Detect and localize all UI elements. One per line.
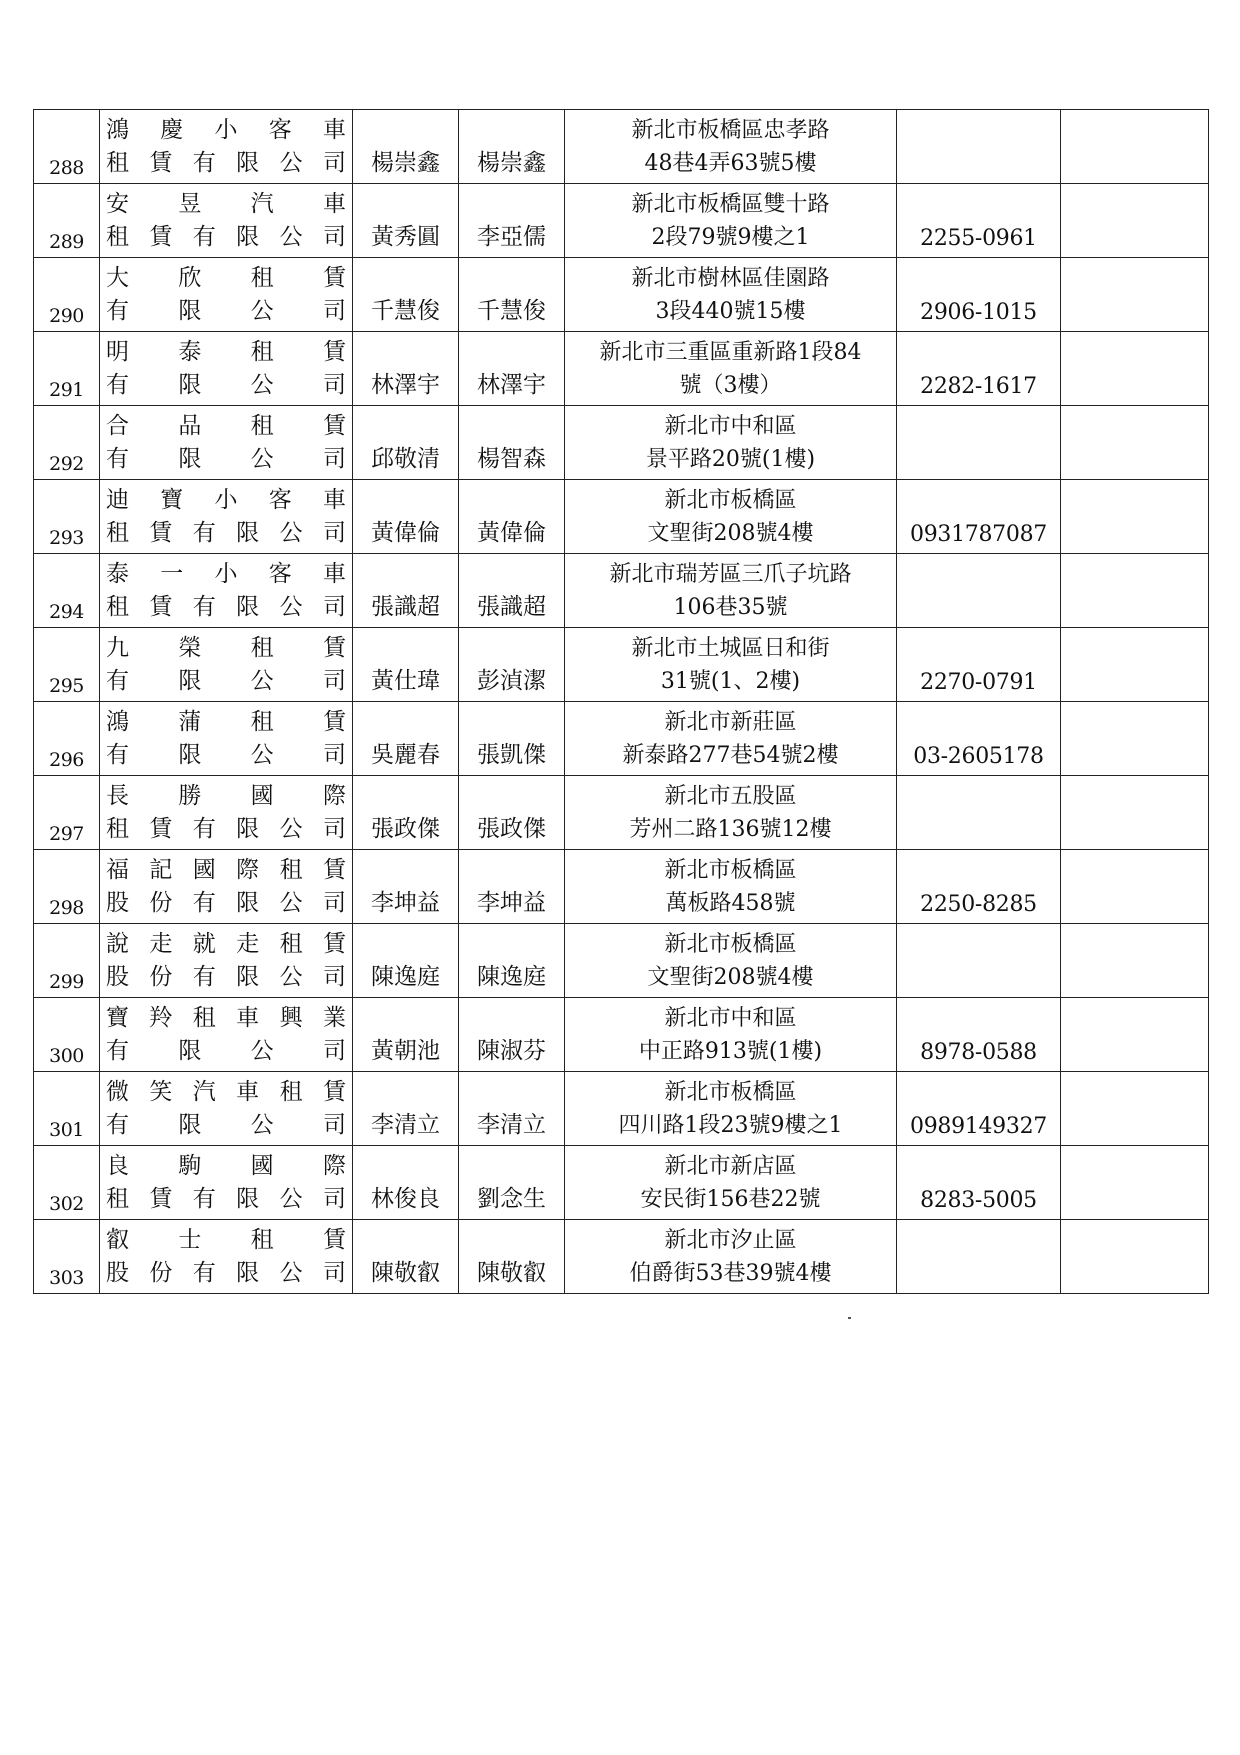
row-number-cell [34,184,100,258]
address-line-2: 四川路1段23號9樓之1 [618,1113,843,1138]
notes-cell [1061,332,1209,406]
representative-cell [353,1072,459,1146]
address-cell [565,258,897,332]
address-line-2: 106巷35號 [673,595,788,620]
address-line-1: 新北市樹林區佳園路 [631,266,830,291]
notes-cell [1061,184,1209,258]
manager-cell [459,406,565,480]
representative-name: 陳逸庭 [371,964,440,990]
address-cell [565,924,897,998]
company-name-line-2: 股 份 有 限 公 司 [106,1260,346,1286]
representative-name: 張政傑 [371,816,440,842]
notes-cell [1061,258,1209,332]
row-number: 294 [49,601,84,623]
company-name-line-2: 有 限 公 司 [106,298,346,324]
address-line-2: 3段440號15樓 [655,299,806,324]
address-line-1: 新北市板橋區 [664,1080,797,1105]
address-line-2: 安民街156巷22號 [640,1187,821,1212]
telephone-cell [897,1146,1061,1220]
address-line-1: 新北市三重區重新路1段84 [599,340,862,365]
manager-cell [459,1146,565,1220]
company-name-line-1: 九 榮 租 賃 [106,635,346,661]
notes-cell [1061,406,1209,480]
manager-cell [459,1072,565,1146]
address-line-1: 新北市中和區 [664,1006,797,1031]
company-name-line-2: 有 限 公 司 [106,446,346,472]
company-name-cell [100,480,353,554]
notes-cell [1061,1146,1209,1220]
row-number: 291 [49,379,84,401]
company-name-line-2: 租 賃 有 限 公 司 [106,1186,346,1212]
company-name-line-2: 租 賃 有 限 公 司 [106,816,346,842]
address-line-2: 2段79號9樓之1 [651,225,810,250]
row-number-cell [34,1146,100,1220]
representative-cell [353,258,459,332]
company-name-cell [100,924,353,998]
address-line-1: 新北市板橋區 [664,932,797,957]
company-name-cell [100,554,353,628]
representative-name: 張識超 [371,594,440,620]
representative-name: 林澤宇 [371,372,440,398]
notes-cell [1061,776,1209,850]
manager-cell [459,480,565,554]
manager-cell [459,998,565,1072]
telephone-number: 0931787087 [910,522,1047,547]
address-line-1: 新北市汐止區 [664,1228,797,1253]
company-name-cell [100,998,353,1072]
company-name-cell [100,1146,353,1220]
representative-cell [353,924,459,998]
row-number: 290 [49,305,84,327]
address-cell [565,110,897,184]
representative-name: 李坤益 [371,890,440,916]
table-row [34,406,1209,480]
address-cell [565,1146,897,1220]
row-number: 300 [49,1045,84,1067]
telephone-number: 2906-1015 [920,300,1037,325]
address-cell [565,628,897,702]
row-number-cell [34,776,100,850]
company-name-line-2: 股 份 有 限 公 司 [106,890,346,916]
table-row [34,628,1209,702]
company-name-line-1: 寶 羚 租 車 興 業 [106,1005,346,1031]
company-name-line-1: 微 笑 汽 車 租 賃 [106,1079,346,1105]
row-number: 289 [49,231,84,253]
representative-name: 楊崇鑫 [371,150,440,176]
notes-cell [1061,924,1209,998]
address-line-2: 號（3樓） [679,373,782,398]
table-row [34,776,1209,850]
representative-name: 吳麗春 [371,742,440,768]
telephone-number: 2250-8285 [920,892,1037,917]
telephone-cell [897,480,1061,554]
representative-name: 黃朝池 [371,1038,440,1064]
company-name-cell [100,110,353,184]
company-name-cell [100,184,353,258]
manager-cell [459,628,565,702]
notes-cell [1061,554,1209,628]
address-cell [565,702,897,776]
address-line-2: 伯爵街53巷39號4樓 [629,1261,832,1286]
notes-cell [1061,1220,1209,1294]
address-line-2: 芳州二路136號12樓 [629,817,832,842]
telephone-cell [897,1072,1061,1146]
company-name-line-2: 租 賃 有 限 公 司 [106,224,346,250]
representative-name: 黃秀圓 [371,224,440,250]
rental-company-table [33,109,1209,1294]
representative-name: 林俊良 [371,1186,440,1212]
address-line-1: 新北市板橋區忠孝路 [631,118,830,143]
table-row [34,998,1209,1072]
table-row [34,184,1209,258]
telephone-number: 0989149327 [910,1114,1047,1139]
row-number: 301 [49,1119,84,1141]
company-name-line-2: 租 賃 有 限 公 司 [106,520,346,546]
address-line-2: 文聖街208號4樓 [647,521,814,546]
manager-cell [459,924,565,998]
manager-name: 陳淑芬 [477,1038,546,1064]
company-name-line-2: 有 限 公 司 [106,372,346,398]
representative-cell [353,554,459,628]
telephone-cell [897,332,1061,406]
address-cell [565,1072,897,1146]
representative-cell [353,480,459,554]
company-name-cell [100,628,353,702]
address-line-1: 新北市板橋區雙十路 [631,192,830,217]
manager-cell [459,702,565,776]
telephone-cell [897,110,1061,184]
company-name-line-2: 有 限 公 司 [106,1038,346,1064]
address-cell [565,998,897,1072]
telephone-cell [897,924,1061,998]
address-cell [565,184,897,258]
telephone-number: 8283-5005 [920,1188,1037,1213]
company-name-cell [100,776,353,850]
address-cell [565,850,897,924]
telephone-number: 8978-0588 [920,1040,1037,1065]
representative-name: 李清立 [371,1112,440,1138]
company-name-line-2: 股 份 有 限 公 司 [106,964,346,990]
telephone-number: 2282-1617 [920,374,1037,399]
table-row [34,480,1209,554]
table-row [34,258,1209,332]
company-name-cell [100,406,353,480]
address-line-2: 景平路20號(1樓) [645,447,816,472]
address-cell [565,480,897,554]
manager-name: 千慧俊 [477,298,546,324]
table-row [34,332,1209,406]
row-number-cell [34,480,100,554]
table-row [34,1220,1209,1294]
manager-name: 黃偉倫 [477,520,546,546]
notes-cell [1061,850,1209,924]
manager-name: 林澤宇 [477,372,546,398]
representative-cell [353,998,459,1072]
manager-name: 張凱傑 [477,742,546,768]
table-row [34,554,1209,628]
manager-cell [459,332,565,406]
company-name-line-2: 租 賃 有 限 公 司 [106,594,346,620]
representative-name: 千慧俊 [371,298,440,324]
telephone-number: 03-2605178 [913,744,1044,769]
row-number: 292 [49,453,84,475]
company-name-line-1: 鴻 慶 小 客 車 [106,117,346,143]
address-line-1: 新北市瑞芳區三爪子坑路 [609,562,852,587]
address-line-1: 新北市五股區 [664,784,797,809]
manager-name: 彭湞潔 [477,668,546,694]
manager-cell [459,554,565,628]
telephone-cell [897,776,1061,850]
representative-name: 邱敬清 [371,446,440,472]
address-line-2: 文聖街208號4樓 [647,965,814,990]
table-row [34,1072,1209,1146]
company-name-line-1: 安 昱 汽 車 [106,191,346,217]
company-name-cell [100,1072,353,1146]
table-row [34,924,1209,998]
telephone-cell [897,258,1061,332]
address-cell [565,1220,897,1294]
address-line-1: 新北市板橋區 [664,858,797,883]
row-number-cell [34,998,100,1072]
company-name-line-2: 有 限 公 司 [106,1112,346,1138]
row-number-cell [34,628,100,702]
table-body [34,110,1209,1294]
notes-cell [1061,480,1209,554]
representative-name: 陳敬叡 [371,1260,440,1286]
company-name-line-1: 叡 士 租 賃 [106,1227,346,1253]
manager-cell [459,110,565,184]
company-name-cell [100,702,353,776]
telephone-cell [897,850,1061,924]
company-name-line-1: 合 品 租 賃 [106,413,346,439]
row-number-cell [34,554,100,628]
address-line-1: 新北市土城區日和街 [631,636,830,661]
address-line-2: 新泰路277巷54號2樓 [622,743,839,768]
company-name-line-1: 鴻 蒲 租 賃 [106,709,346,735]
row-number-cell [34,406,100,480]
table-row [34,702,1209,776]
representative-cell [353,628,459,702]
row-number: 302 [49,1193,84,1215]
representative-cell [353,184,459,258]
company-name-line-2: 有 限 公 司 [106,742,346,768]
address-cell [565,776,897,850]
address-cell [565,554,897,628]
company-name-cell [100,258,353,332]
telephone-cell [897,628,1061,702]
table-row [34,1146,1209,1220]
address-cell [565,406,897,480]
row-number: 303 [49,1267,84,1289]
manager-name: 李亞儒 [477,224,546,250]
company-name-line-1: 迪 寶 小 客 車 [106,487,346,513]
address-cell [565,332,897,406]
notes-cell [1061,1072,1209,1146]
representative-cell [353,850,459,924]
telephone-cell [897,406,1061,480]
row-number: 296 [49,749,84,771]
notes-cell [1061,998,1209,1072]
row-number: 298 [49,897,84,919]
row-number: 288 [49,157,84,179]
row-number-cell [34,924,100,998]
representative-name: 黃偉倫 [371,520,440,546]
manager-name: 陳敬叡 [477,1260,546,1286]
manager-name: 李坤益 [477,890,546,916]
address-line-2: 31號(1、2樓) [660,669,801,694]
row-number-cell [34,702,100,776]
representative-cell [353,1220,459,1294]
notes-cell [1061,628,1209,702]
manager-cell [459,1220,565,1294]
manager-name: 楊智森 [477,446,546,472]
address-line-2: 萬板路458號 [665,891,796,916]
address-line-1: 新北市新店區 [664,1154,797,1179]
manager-cell [459,776,565,850]
representative-cell [353,406,459,480]
row-number-cell [34,258,100,332]
notes-cell [1061,110,1209,184]
row-number: 295 [49,675,84,697]
company-name-cell [100,1220,353,1294]
company-name-line-1: 良 駒 國 際 [106,1153,346,1179]
address-line-1: 新北市新莊區 [664,710,797,735]
manager-cell [459,258,565,332]
company-name-cell [100,850,353,924]
company-name-line-1: 說 走 就 走 租 賃 [106,931,346,957]
representative-cell [353,776,459,850]
representative-cell [353,110,459,184]
company-name-line-1: 大 欣 租 賃 [106,265,346,291]
manager-name: 張政傑 [477,816,546,842]
scan-speck [848,1317,851,1319]
manager-cell [459,184,565,258]
company-name-line-1: 長 勝 國 際 [106,783,346,809]
representative-cell [353,702,459,776]
address-line-1: 新北市中和區 [664,414,797,439]
notes-cell [1061,702,1209,776]
manager-cell [459,850,565,924]
manager-name: 陳逸庭 [477,964,546,990]
row-number-cell [34,850,100,924]
row-number: 297 [49,823,84,845]
representative-cell [353,332,459,406]
row-number: 299 [49,971,84,993]
manager-name: 劉念生 [477,1186,546,1212]
telephone-number: 2270-0791 [920,670,1037,695]
row-number-cell [34,332,100,406]
row-number-cell [34,1220,100,1294]
address-line-1: 新北市板橋區 [664,488,797,513]
manager-name: 楊崇鑫 [477,150,546,176]
row-number: 293 [49,527,84,549]
telephone-cell [897,184,1061,258]
telephone-cell [897,702,1061,776]
telephone-cell [897,1220,1061,1294]
manager-name: 張識超 [477,594,546,620]
address-line-2: 中正路913號(1樓) [638,1039,823,1064]
telephone-number: 2255-0961 [920,226,1037,251]
manager-name: 李清立 [477,1112,546,1138]
telephone-cell [897,998,1061,1072]
company-name-line-2: 租 賃 有 限 公 司 [106,150,346,176]
company-name-line-2: 有 限 公 司 [106,668,346,694]
table-row [34,850,1209,924]
row-number-cell [34,1072,100,1146]
address-line-2: 48巷4弄63號5樓 [644,151,817,176]
company-name-line-1: 福 記 國 際 租 賃 [106,857,346,883]
table-row [34,110,1209,184]
company-name-cell [100,332,353,406]
company-name-line-1: 泰 一 小 客 車 [106,561,346,587]
row-number-cell [34,110,100,184]
company-name-line-1: 明 泰 租 賃 [106,339,346,365]
representative-name: 黃仕瑋 [371,668,440,694]
representative-cell [353,1146,459,1220]
telephone-cell [897,554,1061,628]
